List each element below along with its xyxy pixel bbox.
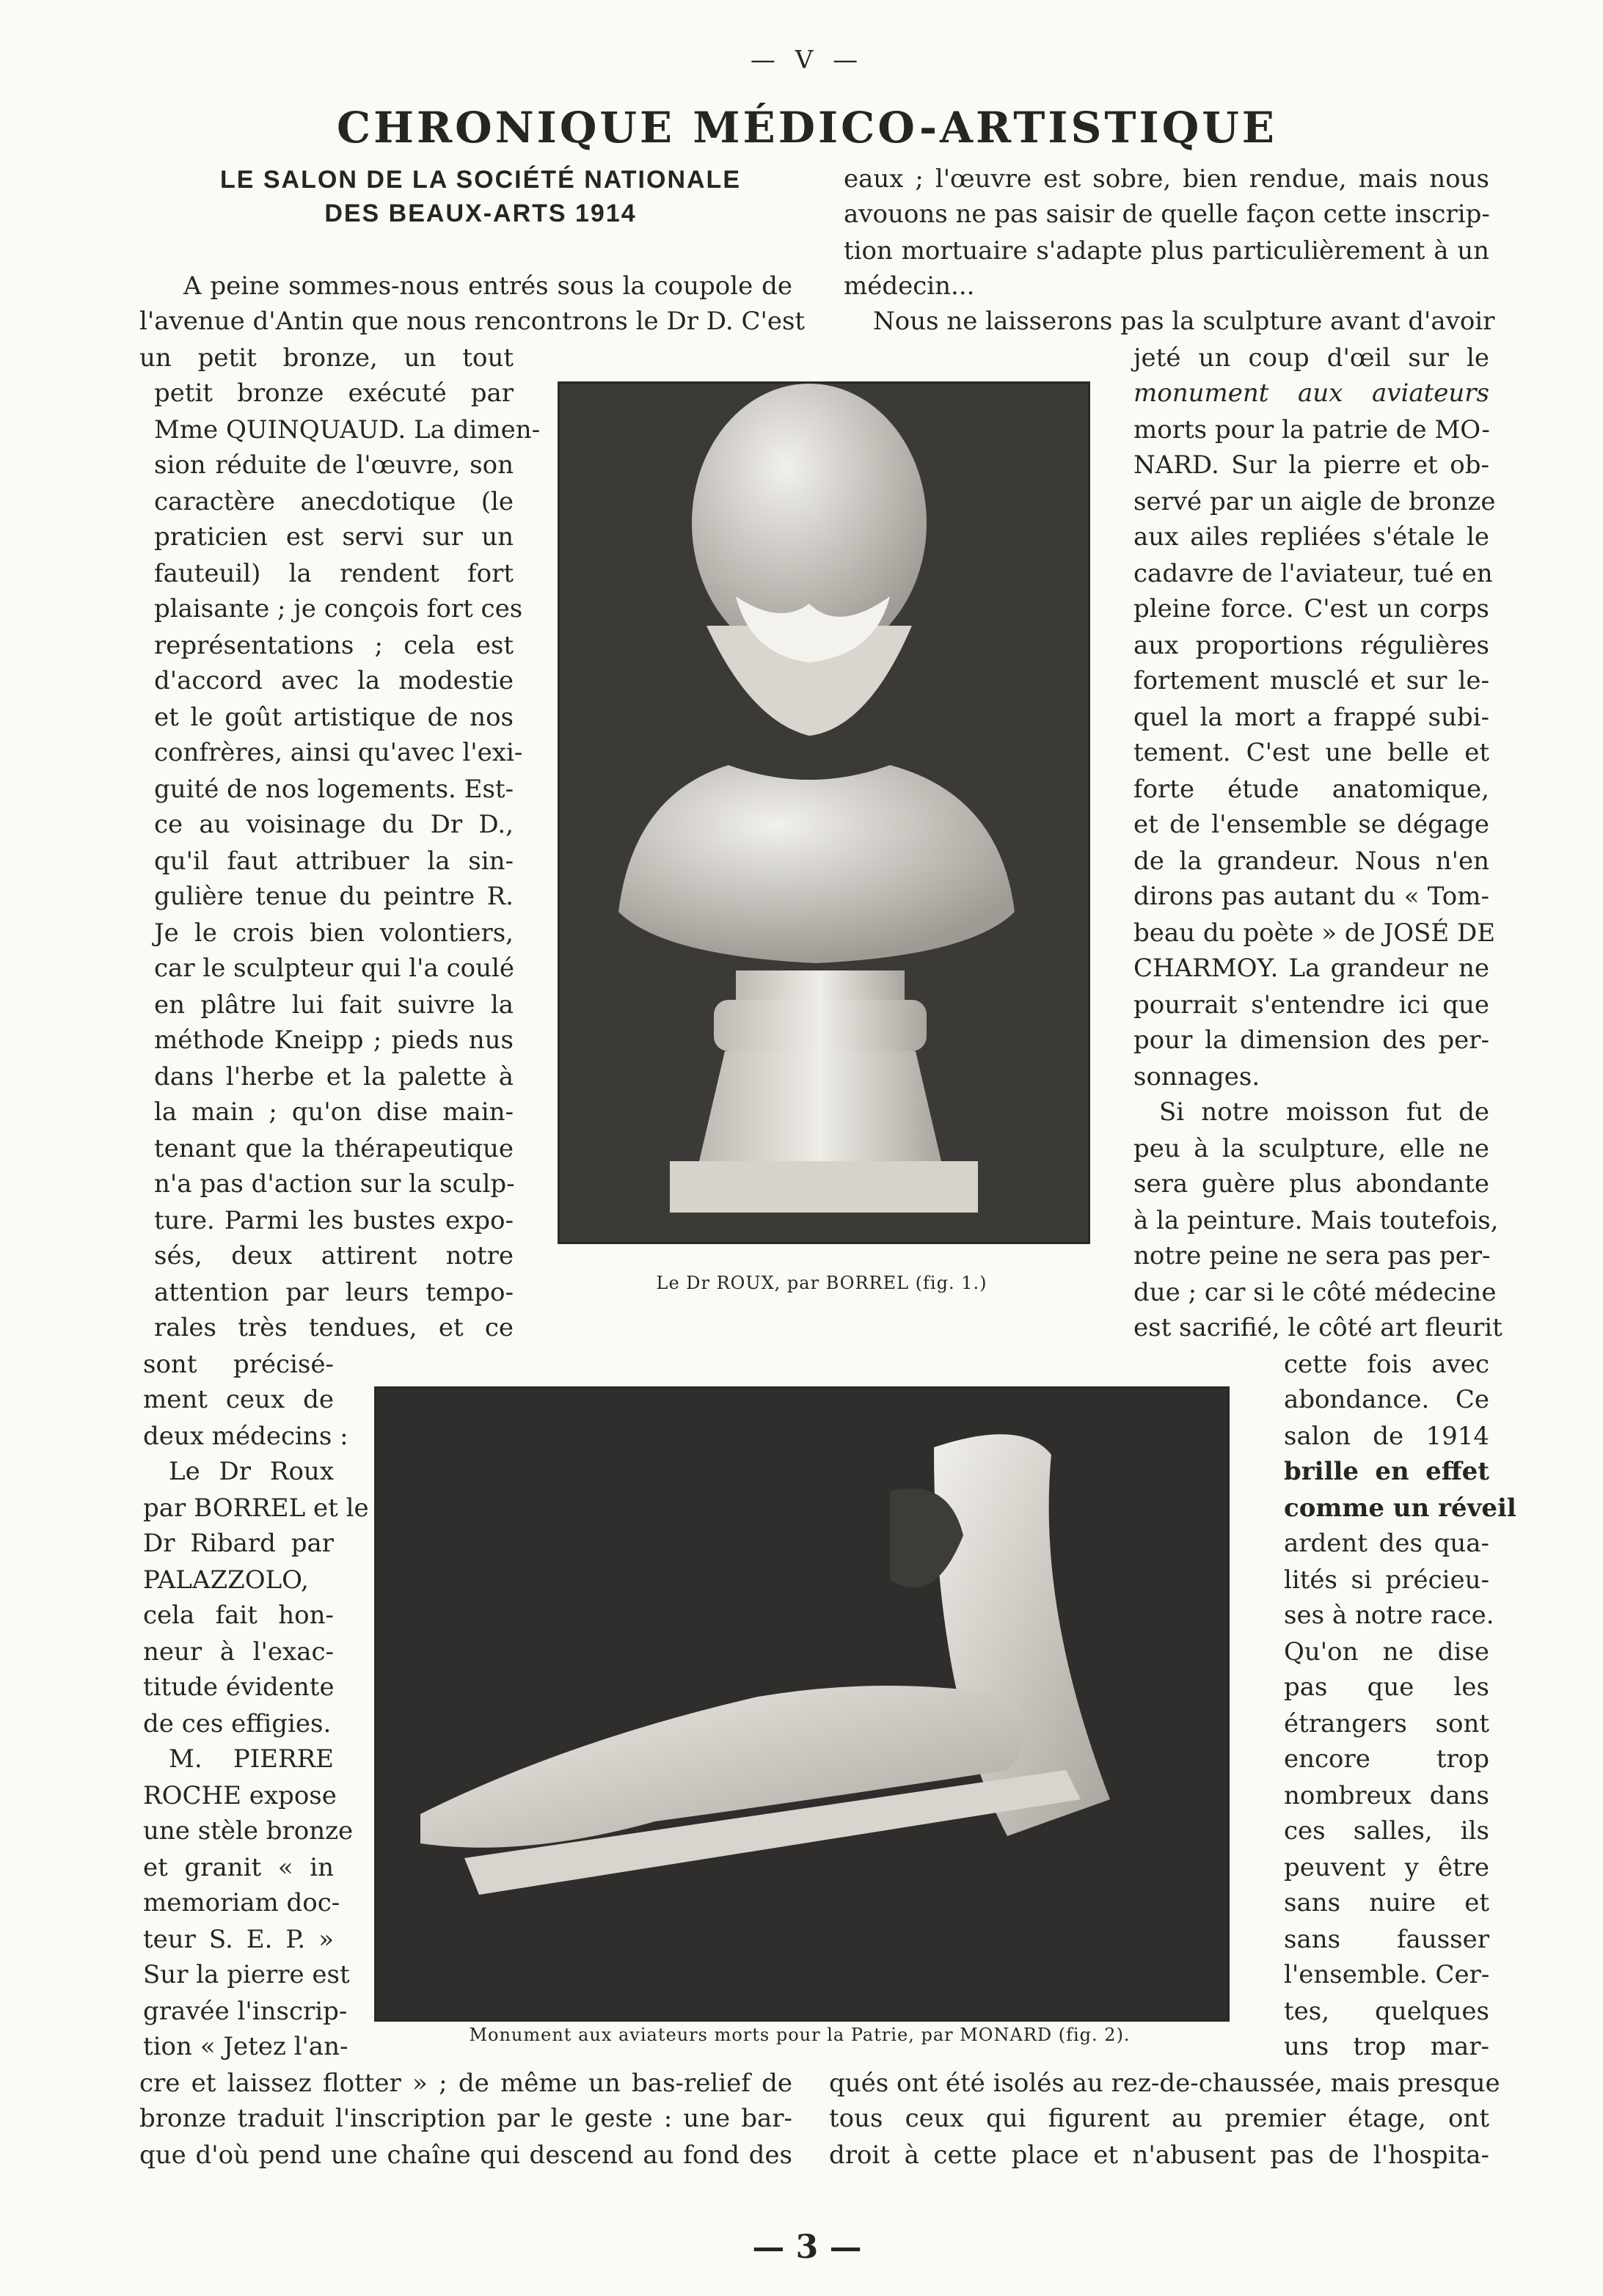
col1-line: M. PIERRE	[169, 1744, 334, 1774]
col1-line: tenant que la thérapeutique	[154, 1134, 514, 1163]
col1-line: ment ceux de	[143, 1385, 334, 1414]
col2-line: peu à la sculpture, elle ne	[1133, 1134, 1489, 1163]
subtitle-line-1: LE SALON DE LA SOCIÉTÉ NATIONALE	[219, 166, 742, 194]
col2-line: peuvent y être	[1284, 1853, 1489, 1882]
col2-line: aux ailes repliées s'étale le	[1133, 522, 1489, 552]
col1-line: car le sculpteur qui l'a coulé	[154, 954, 514, 983]
col2-line: quel la mort a frappé subi-	[1133, 703, 1489, 732]
col1-line: représentations ; cela est	[154, 631, 514, 660]
col1-line: l'avenue d'Antin que nous rencontrons le Dr D. C'est	[139, 307, 806, 336]
col2-line: morts pour la patrie de MO-	[1133, 415, 1490, 445]
col1-line: neur à l'exac-	[143, 1637, 334, 1667]
col1-line: Je le crois bien volontiers,	[154, 918, 514, 948]
col2-line: uns trop mar-	[1284, 2032, 1489, 2061]
col2-line: nombreux dans	[1284, 1781, 1489, 1810]
col2-line: beau du poète » de JOSÉ DE	[1133, 918, 1496, 948]
col2-line: CHARMOY. La grandeur ne	[1133, 954, 1489, 983]
col1-line: n'a pas d'action sur la sculp-	[154, 1169, 515, 1199]
col1-line: ture. Parmi les bustes expo-	[154, 1206, 514, 1235]
page-title: CHRONIQUE MÉDICO-ARTISTIQUE	[336, 103, 1278, 153]
col2-line: fortement musclé et sur le-	[1133, 666, 1489, 695]
col1-line: Dr Ribard par	[143, 1529, 334, 1558]
col1-line: titude évidente	[143, 1672, 335, 1702]
bust-illustration	[560, 384, 1088, 1242]
col2-line: NARD. Sur la pierre et ob-	[1133, 450, 1489, 480]
col2-line: tes, quelques	[1284, 1997, 1489, 2026]
col1-line: A peine sommes-nous entrés sous la coupole de	[183, 271, 792, 301]
col1-line: méthode Kneipp ; pieds nus	[154, 1025, 514, 1055]
col2-bottom-line: qués ont été isolés au rez-de-chaussée, mais presque	[829, 2069, 1500, 2098]
col1-line: memoriam doc-	[143, 1888, 340, 1917]
col2-line: et de l'ensemble se dégage	[1133, 810, 1489, 839]
col1-line: confrères, ainsi qu'avec l'exi-	[154, 738, 523, 767]
col1-line: Mme QUINQUAUD. La dimen-	[154, 415, 541, 445]
col1-line: tion « Jetez l'an-	[143, 2032, 348, 2061]
col1-line: rales très tendues, et ce	[154, 1313, 514, 1342]
col2-line: pour la dimension des per-	[1133, 1025, 1489, 1055]
col1-line: la main ; qu'on dise main-	[154, 1097, 514, 1127]
col1-line: Sur la pierre est	[143, 1960, 350, 1989]
col2-line: aux proportions régulières	[1133, 631, 1489, 660]
col1-line: ROCHE expose	[143, 1781, 337, 1810]
col2-line: notre peine ne sera pas per-	[1133, 1241, 1491, 1271]
page-number: — 3 —	[752, 2229, 862, 2266]
figure-1-bust-photo	[558, 381, 1090, 1244]
col1-line: par BORREL et le	[143, 1494, 369, 1523]
col2-line: Qu'on ne dise	[1284, 1637, 1489, 1667]
col2-line: dirons pas autant du « Tom-	[1133, 882, 1489, 911]
col1-line: sont précisé-	[143, 1350, 334, 1379]
col1-line: praticien est servi sur un	[154, 522, 514, 552]
col1-line: caractère anecdotique (le	[154, 487, 514, 516]
col1-line: fauteuil) la rendent fort	[154, 559, 514, 588]
col1-line: plaisante ; je conçois fort ces	[154, 594, 523, 624]
col2-line: ses à notre race.	[1284, 1601, 1494, 1630]
col1-line: Le Dr Roux	[169, 1457, 334, 1486]
col2-line: servé par un aigle de bronze	[1133, 487, 1496, 516]
page-number-roman: — V —	[750, 45, 864, 75]
col2-line: avouons ne pas saisir de quelle façon cette inscrip-	[844, 200, 1490, 229]
col1-line: gravée l'inscrip-	[143, 1997, 348, 2026]
col1-line: de ces effigies.	[143, 1709, 332, 1739]
col2-line: sans fausser	[1284, 1925, 1489, 1954]
col2-line: pas que les	[1284, 1672, 1489, 1702]
col2-line: pourrait s'entendre ici que	[1133, 990, 1489, 1020]
col1-line: qu'il faut attribuer la sin-	[154, 847, 514, 876]
col2-line: à la peinture. Mais toutefois,	[1133, 1206, 1499, 1235]
col1-bottom-line: cre et laissez flotter » ; de même un bas-relief de	[139, 2069, 792, 2098]
col1-line: et granit « in	[143, 1853, 334, 1882]
col2-line: sera guère plus abondante	[1133, 1169, 1489, 1199]
col2-line: Si notre moisson fut de	[1159, 1097, 1489, 1127]
col2-line: cadavre de l'aviateur, tué en	[1133, 559, 1493, 588]
col2-line: sonnages.	[1133, 1062, 1260, 1092]
col1-bottom-line: que d'où pend une chaîne qui descend au fond des	[139, 2140, 792, 2170]
col2-line: brille en effet	[1284, 1457, 1489, 1486]
col1-line: petit bronze exécuté par	[154, 379, 514, 408]
col1-line: gulière tenue du peintre R.	[154, 882, 514, 911]
col1-line: deux médecins :	[143, 1422, 348, 1451]
col2-line: due ; car si le côté médecine	[1133, 1278, 1497, 1307]
col2-line: encore trop	[1284, 1744, 1489, 1774]
col2-line: étrangers sont	[1284, 1709, 1489, 1739]
col1-line: PALAZZOLO,	[143, 1565, 309, 1595]
col2-line: sans nuire et	[1284, 1888, 1489, 1917]
col2-line: de la grandeur. Nous n'en	[1133, 847, 1489, 876]
col2-line: ces salles, ils	[1284, 1816, 1489, 1846]
col2-bottom-line: tous ceux qui figurent au premier étage, ont	[829, 2104, 1489, 2133]
figure-2-caption: Monument aux aviateurs morts pour la Patrie, par MONARD (fig. 2).	[469, 2025, 1131, 2045]
col1-line: sion réduite de l'œuvre, son	[154, 450, 514, 480]
col2-bottom-line: droit à cette place et n'abusent pas de l'hospita-	[829, 2140, 1489, 2170]
monument-illustration	[376, 1389, 1227, 2019]
col1-bottom-line: bronze traduit l'inscription par le geste : une bar-	[139, 2104, 792, 2133]
col2-line: pleine force. C'est un corps	[1133, 594, 1489, 624]
col1-line: ce au voisinage du Dr D.,	[154, 810, 514, 839]
col2-line: salon de 1914	[1284, 1422, 1489, 1451]
col2-line: lités si précieu-	[1284, 1565, 1489, 1595]
col1-line: d'accord avec la modestie	[154, 666, 514, 695]
col2-line: comme un réveil	[1284, 1494, 1516, 1523]
col1-line: dans l'herbe et la palette à	[154, 1062, 514, 1092]
col2-line: jeté un coup d'œil sur le	[1133, 343, 1489, 373]
col2-line: eaux ; l'œuvre est sobre, bien rendue, mais nous	[844, 164, 1489, 194]
subtitle-line-2: DES BEAUX-ARTS 1914	[324, 200, 637, 227]
col1-line: teur S. E. P. »	[143, 1925, 334, 1954]
col2-line: ardent des qua-	[1284, 1529, 1489, 1558]
col1-line: une stèle bronze	[143, 1816, 354, 1846]
col1-line: cela fait hon-	[143, 1601, 334, 1630]
col2-line: médecin...	[844, 271, 975, 301]
col2-line: cette fois avec	[1284, 1350, 1489, 1379]
figure-2-monument-photo	[374, 1386, 1230, 2022]
col2-line: est sacrifié, le côté art fleurit	[1133, 1313, 1502, 1342]
col1-line: attention par leurs tempo-	[154, 1278, 514, 1307]
figure-1-caption: Le Dr ROUX, par BORREL (fig. 1.)	[656, 1273, 987, 1293]
col2-line: Nous ne laisserons pas la sculpture avant d'avoir	[873, 307, 1495, 336]
col1-line: guité de nos logements. Est-	[154, 775, 514, 804]
col2-line: forte étude anatomique,	[1133, 775, 1489, 804]
col2-line: tement. C'est une belle et	[1133, 738, 1489, 767]
col1-line: et le goût artistique de nos	[154, 703, 514, 732]
col2-line: monument aux aviateurs	[1133, 379, 1489, 408]
col1-line: sés, deux attirent notre	[154, 1241, 514, 1271]
col2-line: l'ensemble. Cer-	[1284, 1960, 1490, 1989]
article-subtitle	[169, 163, 792, 230]
col2-line: abondance. Ce	[1284, 1385, 1489, 1414]
col2-line: tion mortuaire s'adapte plus particulièrement à un	[844, 236, 1489, 266]
col1-line: un petit bronze, un tout	[139, 343, 514, 373]
col1-line: en plâtre lui fait suivre la	[154, 990, 514, 1020]
